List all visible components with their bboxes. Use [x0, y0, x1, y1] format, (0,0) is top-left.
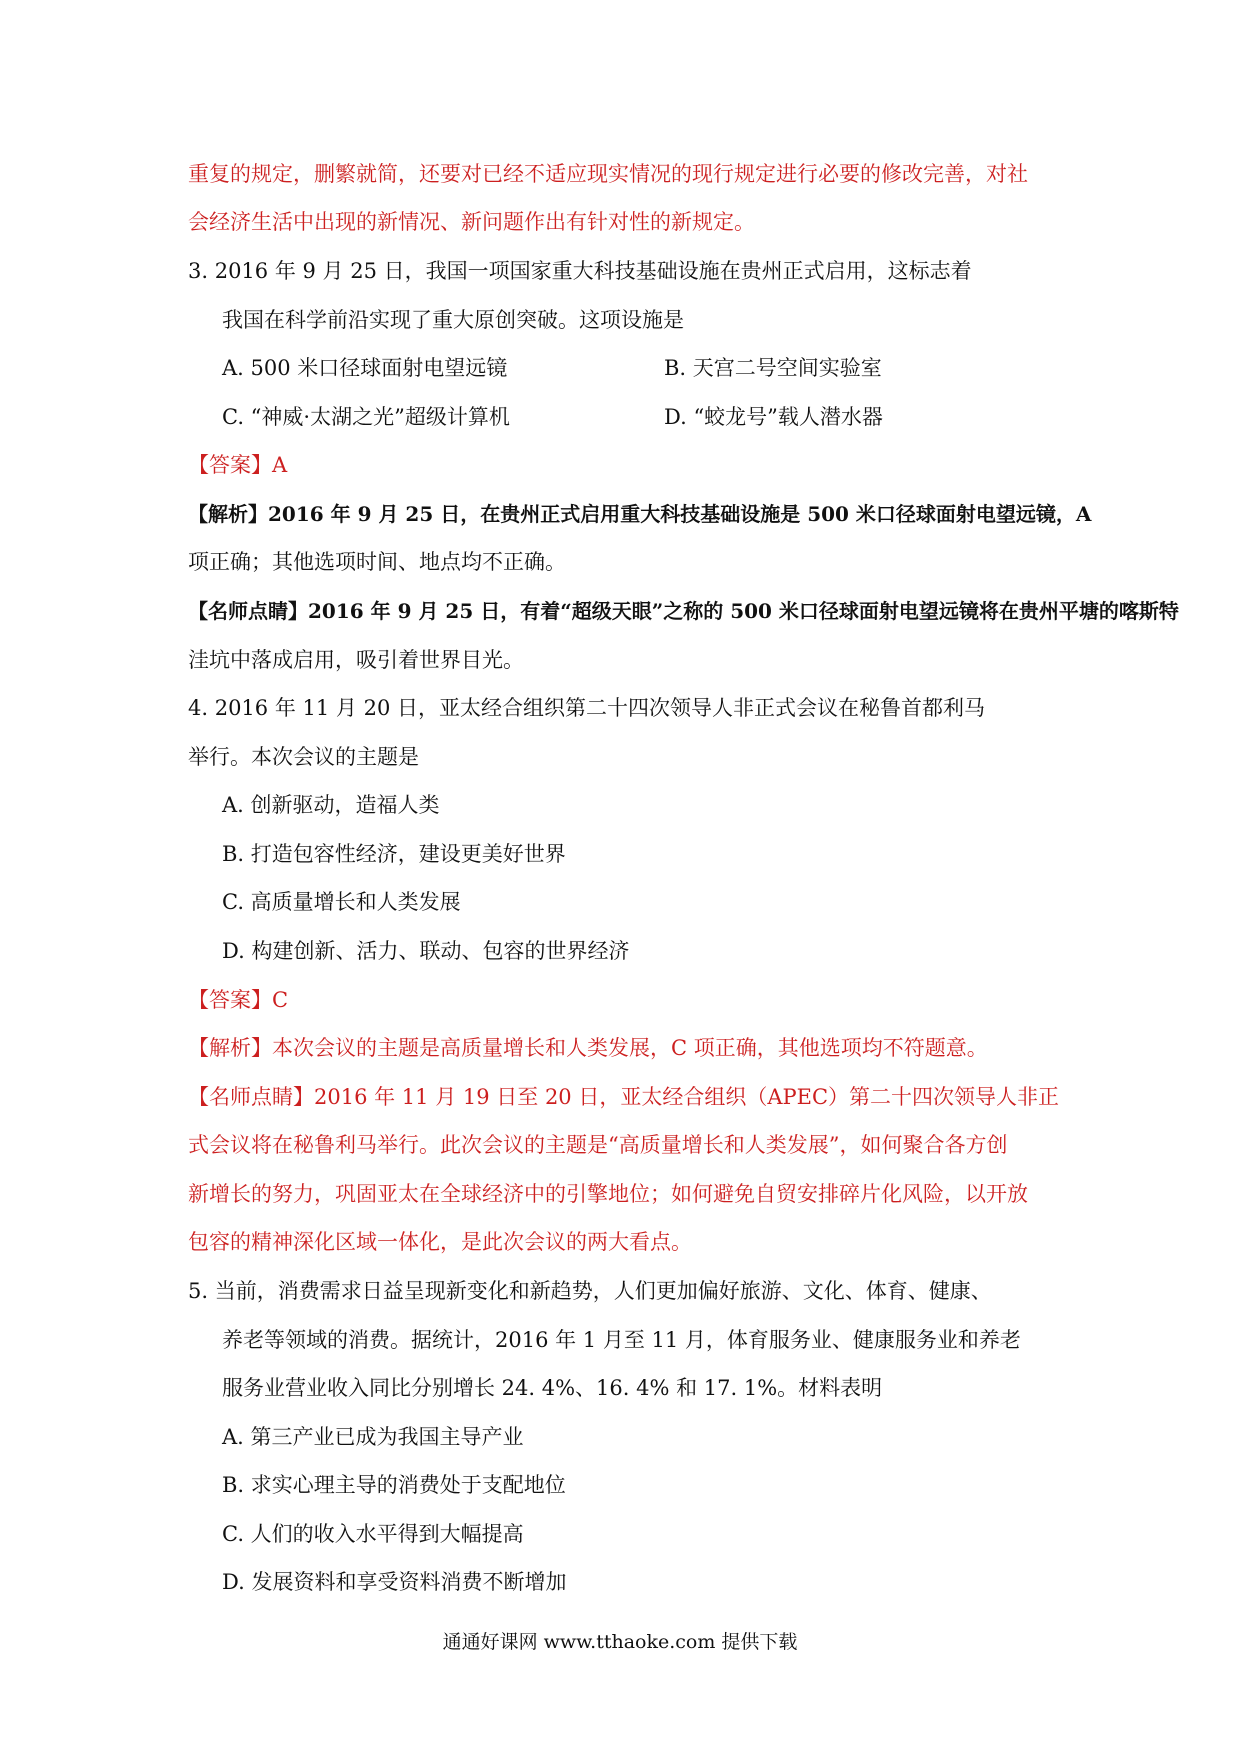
- continued-text-line-2: 会经济生活中出现的新情况、新问题作出有针对性的新规定。: [188, 210, 755, 234]
- q4-answer: 【答案】C: [188, 988, 289, 1012]
- q3-option-b: B. 天宫二号空间实验室: [664, 356, 882, 380]
- q4-option-d: D. 构建创新、活力、联动、包容的世界经济: [222, 939, 630, 963]
- q3-stem-line-1: 3. 2016 年 9 月 25 日，我国一项国家重大科技基础设施在贵州正式启用，这标志着: [188, 259, 972, 283]
- q4-option-c: C. 高质量增长和人类发展: [222, 890, 461, 914]
- q5-option-d: D. 发展资料和享受资料消费不断增加: [222, 1570, 567, 1594]
- q3-tip-line-2: 洼坑中落成启用，吸引着世界目光。: [188, 648, 524, 672]
- q4-stem-line-2: 举行。本次会议的主题是: [188, 745, 419, 769]
- q5-stem-line-1: 5. 当前，消费需求日益呈现新变化和新趋势，人们更加偏好旅游、文化、体育、健康、: [188, 1279, 992, 1303]
- q3-answer: 【答案】A: [188, 453, 288, 477]
- q4-tip-line-2: 式会议将在秘鲁利马举行。此次会议的主题是“高质量增长和人类发展”，如何聚合各方创: [188, 1133, 1008, 1157]
- page-footer: 通通好课网 www.tthaoke.com 提供下载: [442, 1631, 798, 1653]
- q4-tip-line-3: 新增长的努力，巩固亚太在全球经济中的引擎地位；如何避免自贸安排碎片化风险，以开放: [188, 1182, 1028, 1206]
- q5-option-c: C. 人们的收入水平得到大幅提高: [222, 1522, 524, 1546]
- q5-stem-line-3: 服务业营业收入同比分别增长 24. 4%、16. 4% 和 17. 1%。材料表明: [222, 1376, 883, 1400]
- q5-stem-line-2: 养老等领域的消费。据统计，2016 年 1 月至 11 月，体育服务业、健康服务业和养老: [222, 1328, 1021, 1352]
- q4-option-a: A. 创新驱动，造福人类: [222, 793, 440, 817]
- q4-tip-line-1: 【名师点睛】2016 年 11 月 19 日至 20 日，亚太经合组织（APEC）第二十四次领导人非正: [188, 1085, 1060, 1109]
- q4-option-b: B. 打造包容性经济，建设更美好世界: [222, 842, 566, 866]
- q3-option-d: D. “蛟龙号”载人潜水器: [664, 405, 883, 429]
- q4-tip-line-4: 包容的精神深化区域一体化，是此次会议的两大看点。: [188, 1230, 692, 1254]
- q5-option-b: B. 求实心理主导的消费处于支配地位: [222, 1473, 566, 1497]
- q5-option-a: A. 第三产业已成为我国主导产业: [222, 1425, 524, 1449]
- q3-stem-line-2: 我国在科学前沿实现了重大原创突破。这项设施是: [222, 308, 684, 332]
- q3-analysis-line-1: 【解析】2016 年 9 月 25 日，在贵州正式启用重大科技基础设施是 500 米口径球面射电望远镜，A: [188, 502, 1092, 526]
- q3-tip-line-1: 【名师点睛】2016 年 9 月 25 日，有着“超级天眼”之称的 500 米口径球面射电望远镜将在贵州平塘的喀斯特: [188, 599, 1179, 623]
- q4-analysis: 【解析】本次会议的主题是高质量增长和人类发展，C 项正确，其他选项均不符题意。: [188, 1036, 988, 1060]
- q4-stem-line-1: 4. 2016 年 11 月 20 日，亚太经合组织第二十四次领导人非正式会议在秘鲁首都利马: [188, 696, 985, 720]
- q3-option-a: A. 500 米口径球面射电望远镜: [222, 356, 508, 380]
- continued-text-line-1: 重复的规定，删繁就简，还要对已经不适应现实情况的现行规定进行必要的修改完善，对社: [188, 162, 1028, 186]
- q3-analysis-line-2: 项正确；其他选项时间、地点均不正确。: [188, 550, 566, 574]
- q3-option-c: C. “神威·太湖之光”超级计算机: [222, 405, 510, 429]
